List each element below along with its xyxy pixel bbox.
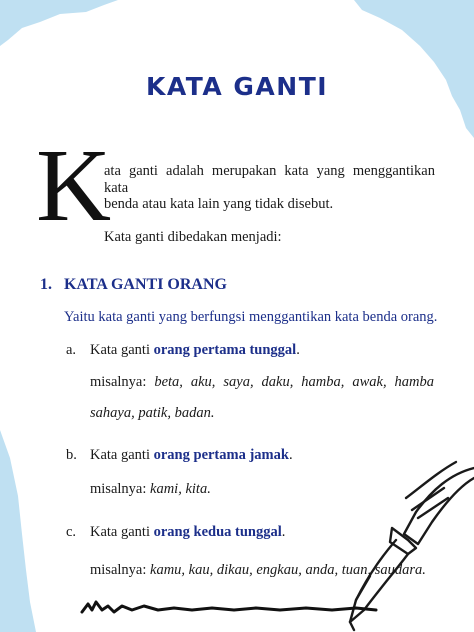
intro-line-3: Kata ganti dibedakan menjadi: (104, 229, 282, 245)
section-number: 1. (40, 276, 52, 293)
section-description: Yaitu kata ganti yang berfungsi menggantikan kata benda orang. (64, 309, 438, 325)
list-item (90, 342, 300, 359)
item-term: orang kedua tunggal (153, 524, 282, 540)
example-prefix: misalnya: (90, 374, 155, 390)
intro-line-2: benda atau kata lain yang tidak disebut. (104, 196, 334, 212)
example-words: kamu, kau, dikau, engkau, anda, tuan, saudara. (150, 562, 426, 578)
item-suffix: . (281, 524, 286, 540)
item-prefix: Kata ganti (90, 447, 154, 463)
item-label: a. (66, 342, 77, 358)
example-prefix: misalnya: (90, 562, 151, 578)
corner-paint-bottom-left (0, 430, 50, 632)
item-term: orang pertama tunggal (153, 342, 297, 358)
item-example-line-2: sahaya, patik, badan. (90, 405, 215, 421)
item-example-line-1 (90, 481, 211, 498)
item-prefix: Kata ganti (90, 342, 154, 358)
drop-cap: K (36, 128, 112, 243)
scribble-line (80, 596, 380, 626)
example-prefix: misalnya: (90, 481, 151, 497)
corner-paint-top-right (354, 0, 474, 140)
intro-line-1: ata ganti adalah merupakan kata yang menggantikan kata (104, 163, 435, 196)
item-prefix: Kata ganti (90, 524, 154, 540)
item-example-line-1 (90, 374, 434, 391)
list-item (90, 447, 293, 464)
section-heading: KATA GANTI ORANG (64, 276, 227, 293)
item-suffix: . (288, 447, 293, 463)
item-label: b. (66, 447, 77, 463)
item-label: c. (66, 524, 77, 540)
example-words: beta, aku, saya, daku, hamba, awak, hamba (154, 374, 434, 390)
page-title: KATA GANTI (145, 72, 329, 101)
example-words: kami, kita. (150, 481, 211, 497)
list-item (90, 524, 285, 541)
item-suffix: . (296, 342, 300, 358)
item-term: orang pertama jamak (153, 447, 289, 463)
corner-paint-top-left (0, 0, 120, 60)
